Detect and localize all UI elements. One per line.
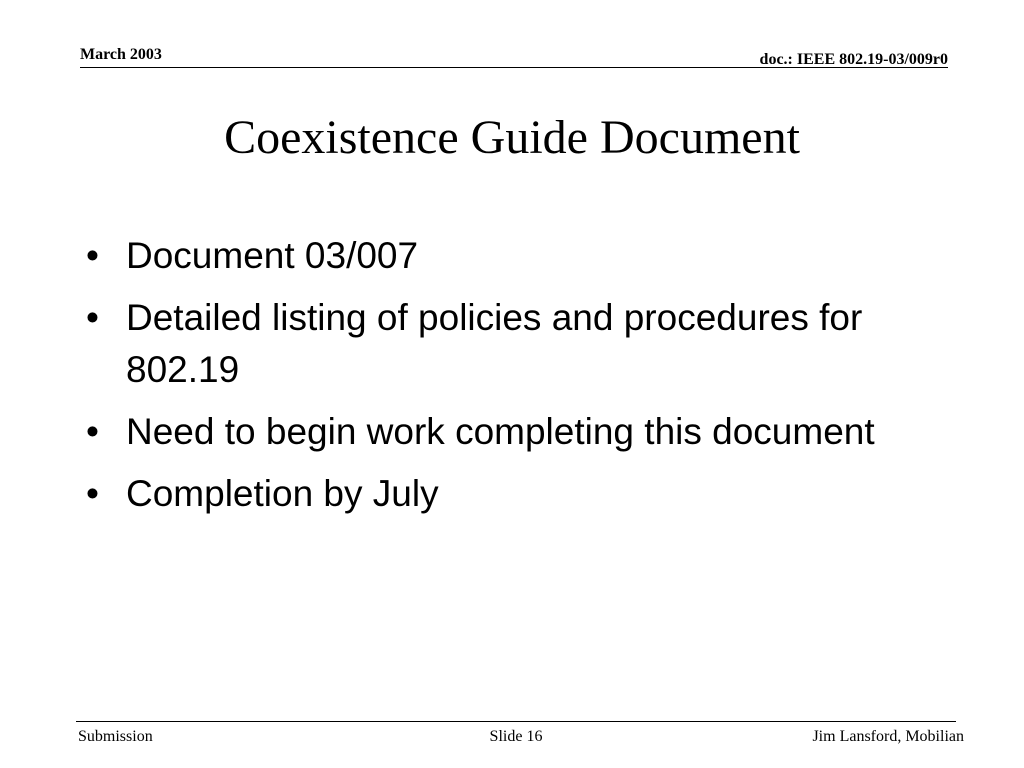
bullet-text: Need to begin work completing this document (126, 411, 875, 452)
header-date: March 2003 (80, 46, 162, 63)
bullet-icon: • (86, 235, 99, 276)
footer-divider (76, 721, 956, 722)
bullet-text: Detailed listing of policies and procedures for 802.19 (126, 297, 863, 390)
bullet-icon: • (86, 297, 99, 338)
bullet-text: Completion by July (126, 473, 439, 514)
bullet-item (86, 406, 946, 458)
bullet-item (86, 292, 946, 396)
bullet-icon: • (86, 411, 99, 452)
bullet-list (86, 230, 946, 530)
footer-submission: Submission (78, 728, 153, 745)
header-divider (80, 67, 948, 68)
header-doc-id: doc.: IEEE 802.19-03/009r0 (759, 51, 948, 68)
bullet-icon: • (86, 473, 99, 514)
footer-author: Jim Lansford, Mobilian (812, 728, 964, 745)
bullet-item (86, 230, 946, 282)
slide-title: Coexistence Guide Document (224, 111, 800, 164)
bullet-text: Document 03/007 (126, 235, 419, 276)
bullet-item (86, 468, 946, 520)
footer-slide-number: Slide 16 (489, 728, 543, 745)
